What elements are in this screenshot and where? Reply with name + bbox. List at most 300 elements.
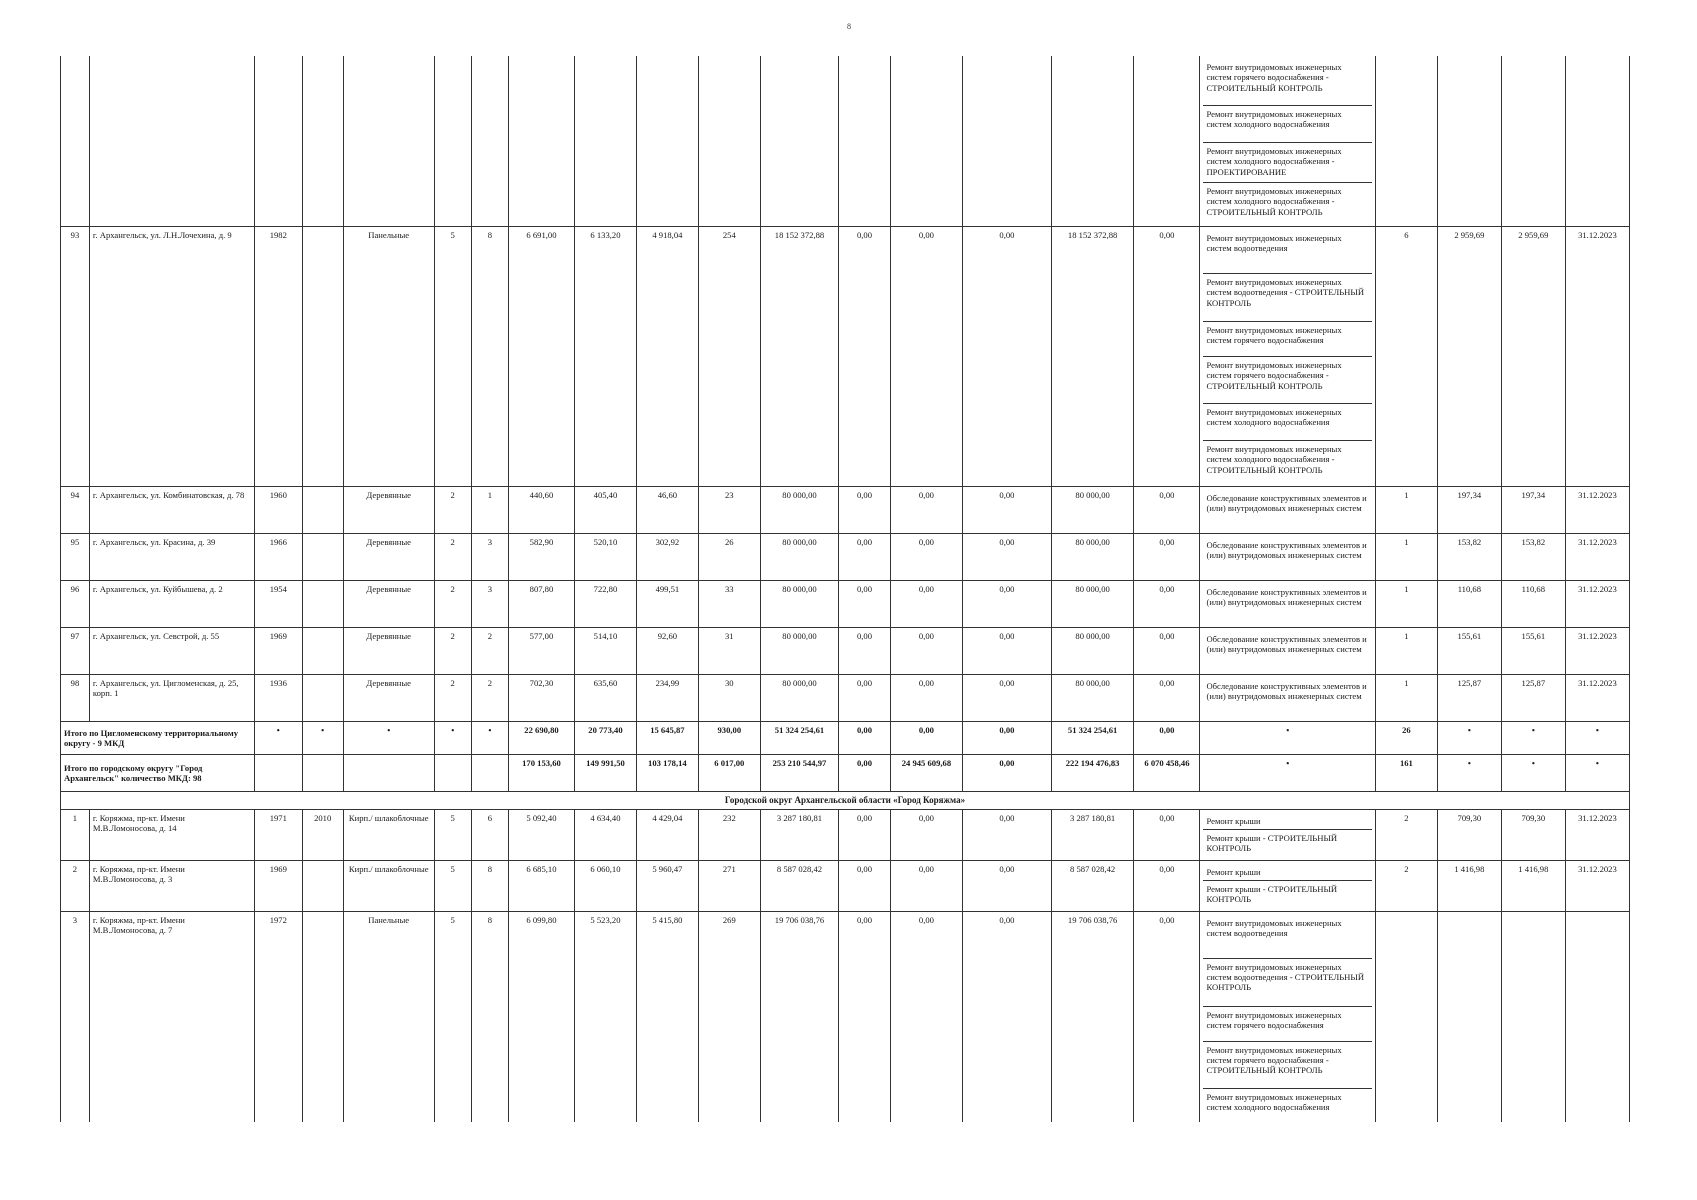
work-item: Ремонт внутридомовых инженерных систем холодного водоснабжения <box>1203 106 1371 143</box>
work-count: 6 <box>1375 227 1437 487</box>
area-living: 520,10 <box>575 534 637 581</box>
empty-cell <box>89 56 254 227</box>
work-item: Ремонт внутридомовых инженерных систем холодного водоснабжения <box>1206 1091 1342 1113</box>
fund-owners: 80 000,00 <box>1051 487 1134 534</box>
works-cell <box>1200 809 1375 860</box>
works-cell <box>1200 534 1375 581</box>
dot-cell <box>255 755 302 792</box>
table-row <box>61 860 1630 911</box>
work-item: Ремонт внутридомовых инженерных систем водоотведения <box>1203 230 1371 274</box>
subtotal-label: Итого по Цигломенскому территориальному округу - 9 МКД <box>61 722 255 755</box>
work-item: Ремонт внутридомовых инженерных систем водоотведения - СТРОИТЕЛЬНЫЙ КОНТРОЛЬ <box>1203 274 1371 322</box>
fund-owners: 80 000,00 <box>1051 675 1134 722</box>
year-overhaul <box>302 860 343 911</box>
fund-local: 0,00 <box>963 860 1052 911</box>
area-living: 405,40 <box>575 487 637 534</box>
fund-federal: 0,00 <box>839 809 891 860</box>
work-item: Ремонт внутридомовых инженерных систем горячего водоснабжения <box>1203 1007 1371 1042</box>
fund-local: 0,00 <box>963 581 1052 628</box>
work-count: 1 <box>1375 675 1437 722</box>
wall-material: Панельные <box>343 227 434 487</box>
subtotal-owners: 51 324 254,61 <box>1051 722 1134 755</box>
wall-material: Деревянные <box>343 628 434 675</box>
row-number: 98 <box>61 675 90 722</box>
dot-cell: • <box>434 722 471 755</box>
fund-owners: 19 706 038,76 <box>1051 911 1134 1122</box>
area-owned: 92,60 <box>636 628 698 675</box>
floors: 2 <box>434 487 471 534</box>
address-cell: г. Архангельск, ул. Красина, д. 39 <box>89 534 254 581</box>
year-overhaul <box>302 487 343 534</box>
fund-other: 0,00 <box>1134 227 1200 487</box>
floors: 5 <box>434 911 471 1122</box>
dot-cell: • <box>1565 755 1629 792</box>
grid-body <box>61 56 1630 1122</box>
limit-cost: 197,34 <box>1501 487 1565 534</box>
subtotal-area_total: 22 690,80 <box>508 722 574 755</box>
work-item: Обследование конструктивных элементов и (или) внутридомовых инженерных систем <box>1206 681 1367 702</box>
unit-cost: 1 416,98 <box>1437 860 1501 911</box>
subtotal-cost_total: 253 210 544,97 <box>760 755 838 792</box>
floors: 2 <box>434 675 471 722</box>
subtotal-fund3: 0,00 <box>963 722 1052 755</box>
completion-date: 31.12.2023 <box>1565 534 1629 581</box>
fund-federal: 0,00 <box>839 581 891 628</box>
area-owned: 302,92 <box>636 534 698 581</box>
subtotal-cost_total: 51 324 254,61 <box>760 722 838 755</box>
fund-other: 0,00 <box>1134 860 1200 911</box>
dot-cell: • <box>471 722 508 755</box>
subtotal-area_owned: 15 645,87 <box>636 722 698 755</box>
address-cell: г. Коряжма, пр-кт. Имени М.В.Ломоносова, д. 3 <box>89 860 254 911</box>
subtotal-count: 161 <box>1375 755 1437 792</box>
area-owned: 499,51 <box>636 581 698 628</box>
work-count: 1 <box>1375 581 1437 628</box>
fund-other: 0,00 <box>1134 487 1200 534</box>
cost-total: 80 000,00 <box>760 675 838 722</box>
empty-cell <box>1565 56 1629 227</box>
table-row <box>61 809 1630 860</box>
residents: 33 <box>698 581 760 628</box>
year-overhaul: 2010 <box>302 809 343 860</box>
fund-local: 0,00 <box>963 911 1052 1122</box>
area-total: 6 685,10 <box>508 860 574 911</box>
work-item: Обследование конструктивных элементов и (или) внутридомовых инженерных систем <box>1206 493 1367 514</box>
limit-cost: 709,30 <box>1501 809 1565 860</box>
completion-date: 31.12.2023 <box>1565 860 1629 911</box>
residents: 31 <box>698 628 760 675</box>
completion-date: 31.12.2023 <box>1565 809 1629 860</box>
row-number: 3 <box>61 911 90 1122</box>
empty-cell <box>890 56 962 227</box>
wall-material: Деревянные <box>343 534 434 581</box>
area-living: 514,10 <box>575 628 637 675</box>
completion-date: 31.12.2023 <box>1565 227 1629 487</box>
works-cell <box>1200 860 1375 911</box>
area-total: 6 099,80 <box>508 911 574 1122</box>
residents: 271 <box>698 860 760 911</box>
empty-cell <box>839 56 891 227</box>
row-number: 97 <box>61 628 90 675</box>
empty-cell <box>698 56 760 227</box>
area-living: 5 523,20 <box>575 911 637 1122</box>
cost-total: 80 000,00 <box>760 487 838 534</box>
entrances: 2 <box>471 628 508 675</box>
fund-local: 0,00 <box>963 675 1052 722</box>
fund-other: 0,00 <box>1134 675 1200 722</box>
address-cell: г. Коряжма, пр-кт. Имени М.В.Ломоносова, д. 14 <box>89 809 254 860</box>
region-header-row <box>61 792 1630 810</box>
area-living: 6 060,10 <box>575 860 637 911</box>
work-item: Ремонт внутридомовых инженерных систем холодного водоснабжения - СТРОИТЕЛЬНЫЙ КОНТРОЛЬ <box>1206 186 1342 217</box>
year-built: 1971 <box>255 809 302 860</box>
subtotal-row <box>61 755 1630 792</box>
works-cell <box>1200 227 1375 487</box>
region-header: Городской округ Архангельской области «Город Коряжма» <box>61 792 1630 810</box>
fund-local: 0,00 <box>963 534 1052 581</box>
floors: 5 <box>434 809 471 860</box>
year-built: 1966 <box>255 534 302 581</box>
empty-cell <box>1051 56 1134 227</box>
area-total: 5 092,40 <box>508 809 574 860</box>
work-item: Обследование конструктивных элементов и (или) внутридомовых инженерных систем <box>1206 634 1367 655</box>
fund-federal: 0,00 <box>839 534 891 581</box>
empty-cell <box>636 56 698 227</box>
empty-cell <box>61 56 90 227</box>
work-count: 1 <box>1375 487 1437 534</box>
floors: 2 <box>434 534 471 581</box>
floors: 2 <box>434 581 471 628</box>
fund-owners: 18 152 372,88 <box>1051 227 1134 487</box>
cost-total: 80 000,00 <box>760 581 838 628</box>
empty-cell <box>255 56 302 227</box>
wall-material: Деревянные <box>343 675 434 722</box>
dot-cell: • <box>1501 722 1565 755</box>
subtotal-fund1: 0,00 <box>839 722 891 755</box>
dot-cell <box>343 755 434 792</box>
fund-other: 0,00 <box>1134 534 1200 581</box>
limit-cost: 2 959,69 <box>1501 227 1565 487</box>
area-total: 582,90 <box>508 534 574 581</box>
work-item: Ремонт внутридомовых инженерных систем холодного водоснабжения - СТРОИТЕЛЬНЫЙ КОНТРОЛЬ <box>1206 444 1342 475</box>
cost-total: 18 152 372,88 <box>760 227 838 487</box>
unit-cost: 125,87 <box>1437 675 1501 722</box>
year-built: 1982 <box>255 227 302 487</box>
work-item: Ремонт внутридомовых инженерных систем водоотведения - СТРОИТЕЛЬНЫЙ КОНТРОЛЬ <box>1203 959 1371 1007</box>
fund-regional: 0,00 <box>890 534 962 581</box>
residents: 269 <box>698 911 760 1122</box>
fund-federal: 0,00 <box>839 487 891 534</box>
cost-total: 19 706 038,76 <box>760 911 838 1122</box>
area-total: 807,80 <box>508 581 574 628</box>
subtotal-owners: 222 194 476,83 <box>1051 755 1134 792</box>
row-number: 1 <box>61 809 90 860</box>
fund-other: 0,00 <box>1134 581 1200 628</box>
entrances: 8 <box>471 227 508 487</box>
row-number: 2 <box>61 860 90 911</box>
fund-regional: 0,00 <box>890 809 962 860</box>
dot-cell <box>302 755 343 792</box>
unit-cost: 155,61 <box>1437 628 1501 675</box>
area-living: 635,60 <box>575 675 637 722</box>
area-total: 6 691,00 <box>508 227 574 487</box>
subtotal-fund1: 0,00 <box>839 755 891 792</box>
works-cell <box>1200 581 1375 628</box>
area-living: 4 634,40 <box>575 809 637 860</box>
floors: 2 <box>434 628 471 675</box>
fund-owners: 80 000,00 <box>1051 628 1134 675</box>
empty-cell <box>1134 56 1200 227</box>
dot-cell <box>471 755 508 792</box>
works-cell <box>1200 487 1375 534</box>
fund-regional: 0,00 <box>890 675 962 722</box>
works-cell <box>1200 628 1375 675</box>
area-living: 6 133,20 <box>575 227 637 487</box>
subtotal-residents: 6 017,00 <box>698 755 760 792</box>
fund-other: 0,00 <box>1134 809 1200 860</box>
fund-federal: 0,00 <box>839 628 891 675</box>
row-number: 95 <box>61 534 90 581</box>
entrances: 1 <box>471 487 508 534</box>
year-built: 1972 <box>255 911 302 1122</box>
completion-date: 31.12.2023 <box>1565 628 1629 675</box>
limit-cost: 125,87 <box>1501 675 1565 722</box>
completion-date: 31.12.2023 <box>1565 581 1629 628</box>
area-owned: 5 415,80 <box>636 911 698 1122</box>
year-overhaul <box>302 581 343 628</box>
residents: 30 <box>698 675 760 722</box>
fund-federal: 0,00 <box>839 911 891 1122</box>
year-built: 1960 <box>255 487 302 534</box>
subtotal-fund2: 24 945 609,68 <box>890 755 962 792</box>
table-row <box>61 581 1630 628</box>
area-owned: 4 429,04 <box>636 809 698 860</box>
unit-cost: 709,30 <box>1437 809 1501 860</box>
dot-cell: • <box>255 722 302 755</box>
subtotal-area_owned: 103 178,14 <box>636 755 698 792</box>
area-owned: 234,99 <box>636 675 698 722</box>
area-living: 722,80 <box>575 581 637 628</box>
dot-cell: • <box>1437 755 1501 792</box>
fund-local: 0,00 <box>963 809 1052 860</box>
fund-local: 0,00 <box>963 227 1052 487</box>
table-row-continuation <box>61 56 1630 227</box>
work-item: Ремонт внутридомовых инженерных систем горячего водоснабжения - СТРОИТЕЛЬНЫЙ КОНТРОЛЬ <box>1203 59 1371 106</box>
work-item: Ремонт внутридомовых инженерных систем горячего водоснабжения <box>1203 322 1371 357</box>
table-row <box>61 534 1630 581</box>
subtotal-other: 6 070 458,46 <box>1134 755 1200 792</box>
residents: 232 <box>698 809 760 860</box>
empty-cell <box>575 56 637 227</box>
fund-owners: 8 587 028,42 <box>1051 860 1134 911</box>
empty-cell <box>1501 911 1565 1122</box>
limit-cost: 153,82 <box>1501 534 1565 581</box>
residents: 23 <box>698 487 760 534</box>
empty-cell <box>343 56 434 227</box>
page-number: 8 <box>847 22 851 31</box>
completion-date: 31.12.2023 <box>1565 487 1629 534</box>
entrances: 8 <box>471 911 508 1122</box>
entrances: 6 <box>471 809 508 860</box>
fund-owners: 80 000,00 <box>1051 581 1134 628</box>
empty-cell <box>1437 911 1501 1122</box>
unit-cost: 153,82 <box>1437 534 1501 581</box>
wall-material: Кирп./ шлакоблочные <box>343 809 434 860</box>
area-owned: 4 918,04 <box>636 227 698 487</box>
address-cell: г. Коряжма, пр-кт. Имени М.В.Ломоносова, д. 7 <box>89 911 254 1122</box>
subtotal-fund2: 0,00 <box>890 722 962 755</box>
cost-total: 80 000,00 <box>760 534 838 581</box>
empty-cell <box>1501 56 1565 227</box>
fund-federal: 0,00 <box>839 227 891 487</box>
fund-owners: 80 000,00 <box>1051 534 1134 581</box>
address-cell: г. Архангельск, ул. Цигломенская, д. 25, корп. 1 <box>89 675 254 722</box>
floors: 5 <box>434 227 471 487</box>
table-row <box>61 911 1630 1122</box>
empty-cell <box>1565 911 1629 1122</box>
residents: 254 <box>698 227 760 487</box>
area-owned: 46,60 <box>636 487 698 534</box>
works-cell <box>1200 675 1375 722</box>
fund-local: 0,00 <box>963 628 1052 675</box>
year-overhaul <box>302 227 343 487</box>
dot-cell: • <box>1501 755 1565 792</box>
subtotal-other: 0,00 <box>1134 722 1200 755</box>
entrances: 3 <box>471 581 508 628</box>
work-count: 1 <box>1375 628 1437 675</box>
wall-material: Панельные <box>343 911 434 1122</box>
wall-material: Деревянные <box>343 581 434 628</box>
work-item: Ремонт внутридомовых инженерных систем водоотведения <box>1203 915 1371 959</box>
subtotal-count: 26 <box>1375 722 1437 755</box>
row-number: 94 <box>61 487 90 534</box>
works-cell <box>1200 56 1375 227</box>
address-cell: г. Архангельск, ул. Севстрой, д. 55 <box>89 628 254 675</box>
year-built: 1954 <box>255 581 302 628</box>
dot-cell: • <box>1565 722 1629 755</box>
fund-federal: 0,00 <box>839 675 891 722</box>
year-overhaul <box>302 911 343 1122</box>
fund-regional: 0,00 <box>890 860 962 911</box>
limit-cost: 110,68 <box>1501 581 1565 628</box>
cost-total: 3 287 180,81 <box>760 809 838 860</box>
empty-cell <box>1437 56 1501 227</box>
area-total: 440,60 <box>508 487 574 534</box>
work-item: Ремонт крыши - СТРОИТЕЛЬНЫЙ КОНТРОЛЬ <box>1206 832 1338 854</box>
work-item: Ремонт крыши <box>1203 864 1371 881</box>
area-total: 577,00 <box>508 628 574 675</box>
capital-repair-table <box>60 56 1630 1122</box>
fund-federal: 0,00 <box>839 860 891 911</box>
fund-regional: 0,00 <box>890 227 962 487</box>
work-count: 1 <box>1375 534 1437 581</box>
entrances: 2 <box>471 675 508 722</box>
work-item: Ремонт внутридомовых инженерных систем холодного водоснабжения - ПРОЕКТИРОВАНИЕ <box>1203 143 1371 183</box>
fund-local: 0,00 <box>963 487 1052 534</box>
wall-material: Деревянные <box>343 487 434 534</box>
year-overhaul <box>302 534 343 581</box>
empty-cell <box>508 56 574 227</box>
unit-cost: 197,34 <box>1437 487 1501 534</box>
work-item: Обследование конструктивных элементов и (или) внутридомовых инженерных систем <box>1206 587 1367 608</box>
fund-other: 0,00 <box>1134 911 1200 1122</box>
subtotal-row <box>61 722 1630 755</box>
work-item: Ремонт внутридомовых инженерных систем горячего водоснабжения - СТРОИТЕЛЬНЫЙ КОНТРОЛЬ <box>1203 357 1371 404</box>
empty-cell <box>963 56 1052 227</box>
entrances: 8 <box>471 860 508 911</box>
empty-cell <box>471 56 508 227</box>
fund-regional: 0,00 <box>890 628 962 675</box>
area-owned: 5 960,47 <box>636 860 698 911</box>
limit-cost: 155,61 <box>1501 628 1565 675</box>
subtotal-area_total: 170 153,60 <box>508 755 574 792</box>
row-number: 93 <box>61 227 90 487</box>
work-count: 2 <box>1375 809 1437 860</box>
dot-cell: • <box>302 722 343 755</box>
unit-cost: 110,68 <box>1437 581 1501 628</box>
empty-cell <box>760 56 838 227</box>
fund-other: 0,00 <box>1134 628 1200 675</box>
subtotal-fund3: 0,00 <box>963 755 1052 792</box>
work-item: Ремонт крыши - СТРОИТЕЛЬНЫЙ КОНТРОЛЬ <box>1206 883 1338 905</box>
table-row <box>61 675 1630 722</box>
subtotal-area_living: 149 991,50 <box>575 755 637 792</box>
empty-cell <box>302 56 343 227</box>
subtotal-area_living: 20 773,40 <box>575 722 637 755</box>
fund-regional: 0,00 <box>890 911 962 1122</box>
empty-cell <box>1375 911 1437 1122</box>
empty-cell <box>434 56 471 227</box>
row-number: 96 <box>61 581 90 628</box>
fund-owners: 3 287 180,81 <box>1051 809 1134 860</box>
table-row <box>61 487 1630 534</box>
cost-total: 80 000,00 <box>760 628 838 675</box>
year-built: 1969 <box>255 860 302 911</box>
dot-cell <box>434 755 471 792</box>
floors: 5 <box>434 860 471 911</box>
dot-cell: • <box>1200 755 1375 792</box>
repair-plan-grid <box>60 56 1630 1122</box>
fund-regional: 0,00 <box>890 581 962 628</box>
table-row <box>61 227 1630 487</box>
work-item: Ремонт внутридомовых инженерных систем холодного водоснабжения <box>1203 404 1371 441</box>
entrances: 3 <box>471 534 508 581</box>
dot-cell: • <box>1200 722 1375 755</box>
empty-cell <box>1375 56 1437 227</box>
year-built: 1969 <box>255 628 302 675</box>
year-overhaul <box>302 675 343 722</box>
unit-cost: 2 959,69 <box>1437 227 1501 487</box>
residents: 26 <box>698 534 760 581</box>
area-total: 702,30 <box>508 675 574 722</box>
address-cell: г. Архангельск, ул. Комбинатовская, д. 78 <box>89 487 254 534</box>
wall-material: Кирп./ шлакоблочные <box>343 860 434 911</box>
works-cell <box>1200 911 1375 1122</box>
dot-cell: • <box>343 722 434 755</box>
dot-cell: • <box>1437 722 1501 755</box>
address-cell: г. Архангельск, ул. Л.Н.Лочехина, д. 9 <box>89 227 254 487</box>
table-row <box>61 628 1630 675</box>
subtotal-label: Итого по городскому округу "Город Архангельск" количество МКД: 98 <box>61 755 255 792</box>
limit-cost: 1 416,98 <box>1501 860 1565 911</box>
year-built: 1936 <box>255 675 302 722</box>
work-count: 2 <box>1375 860 1437 911</box>
year-overhaul <box>302 628 343 675</box>
completion-date: 31.12.2023 <box>1565 675 1629 722</box>
work-item: Ремонт крыши <box>1203 813 1371 830</box>
address-cell: г. Архангельск, ул. Куйбышева, д. 2 <box>89 581 254 628</box>
work-item: Обследование конструктивных элементов и (или) внутридомовых инженерных систем <box>1206 540 1367 561</box>
